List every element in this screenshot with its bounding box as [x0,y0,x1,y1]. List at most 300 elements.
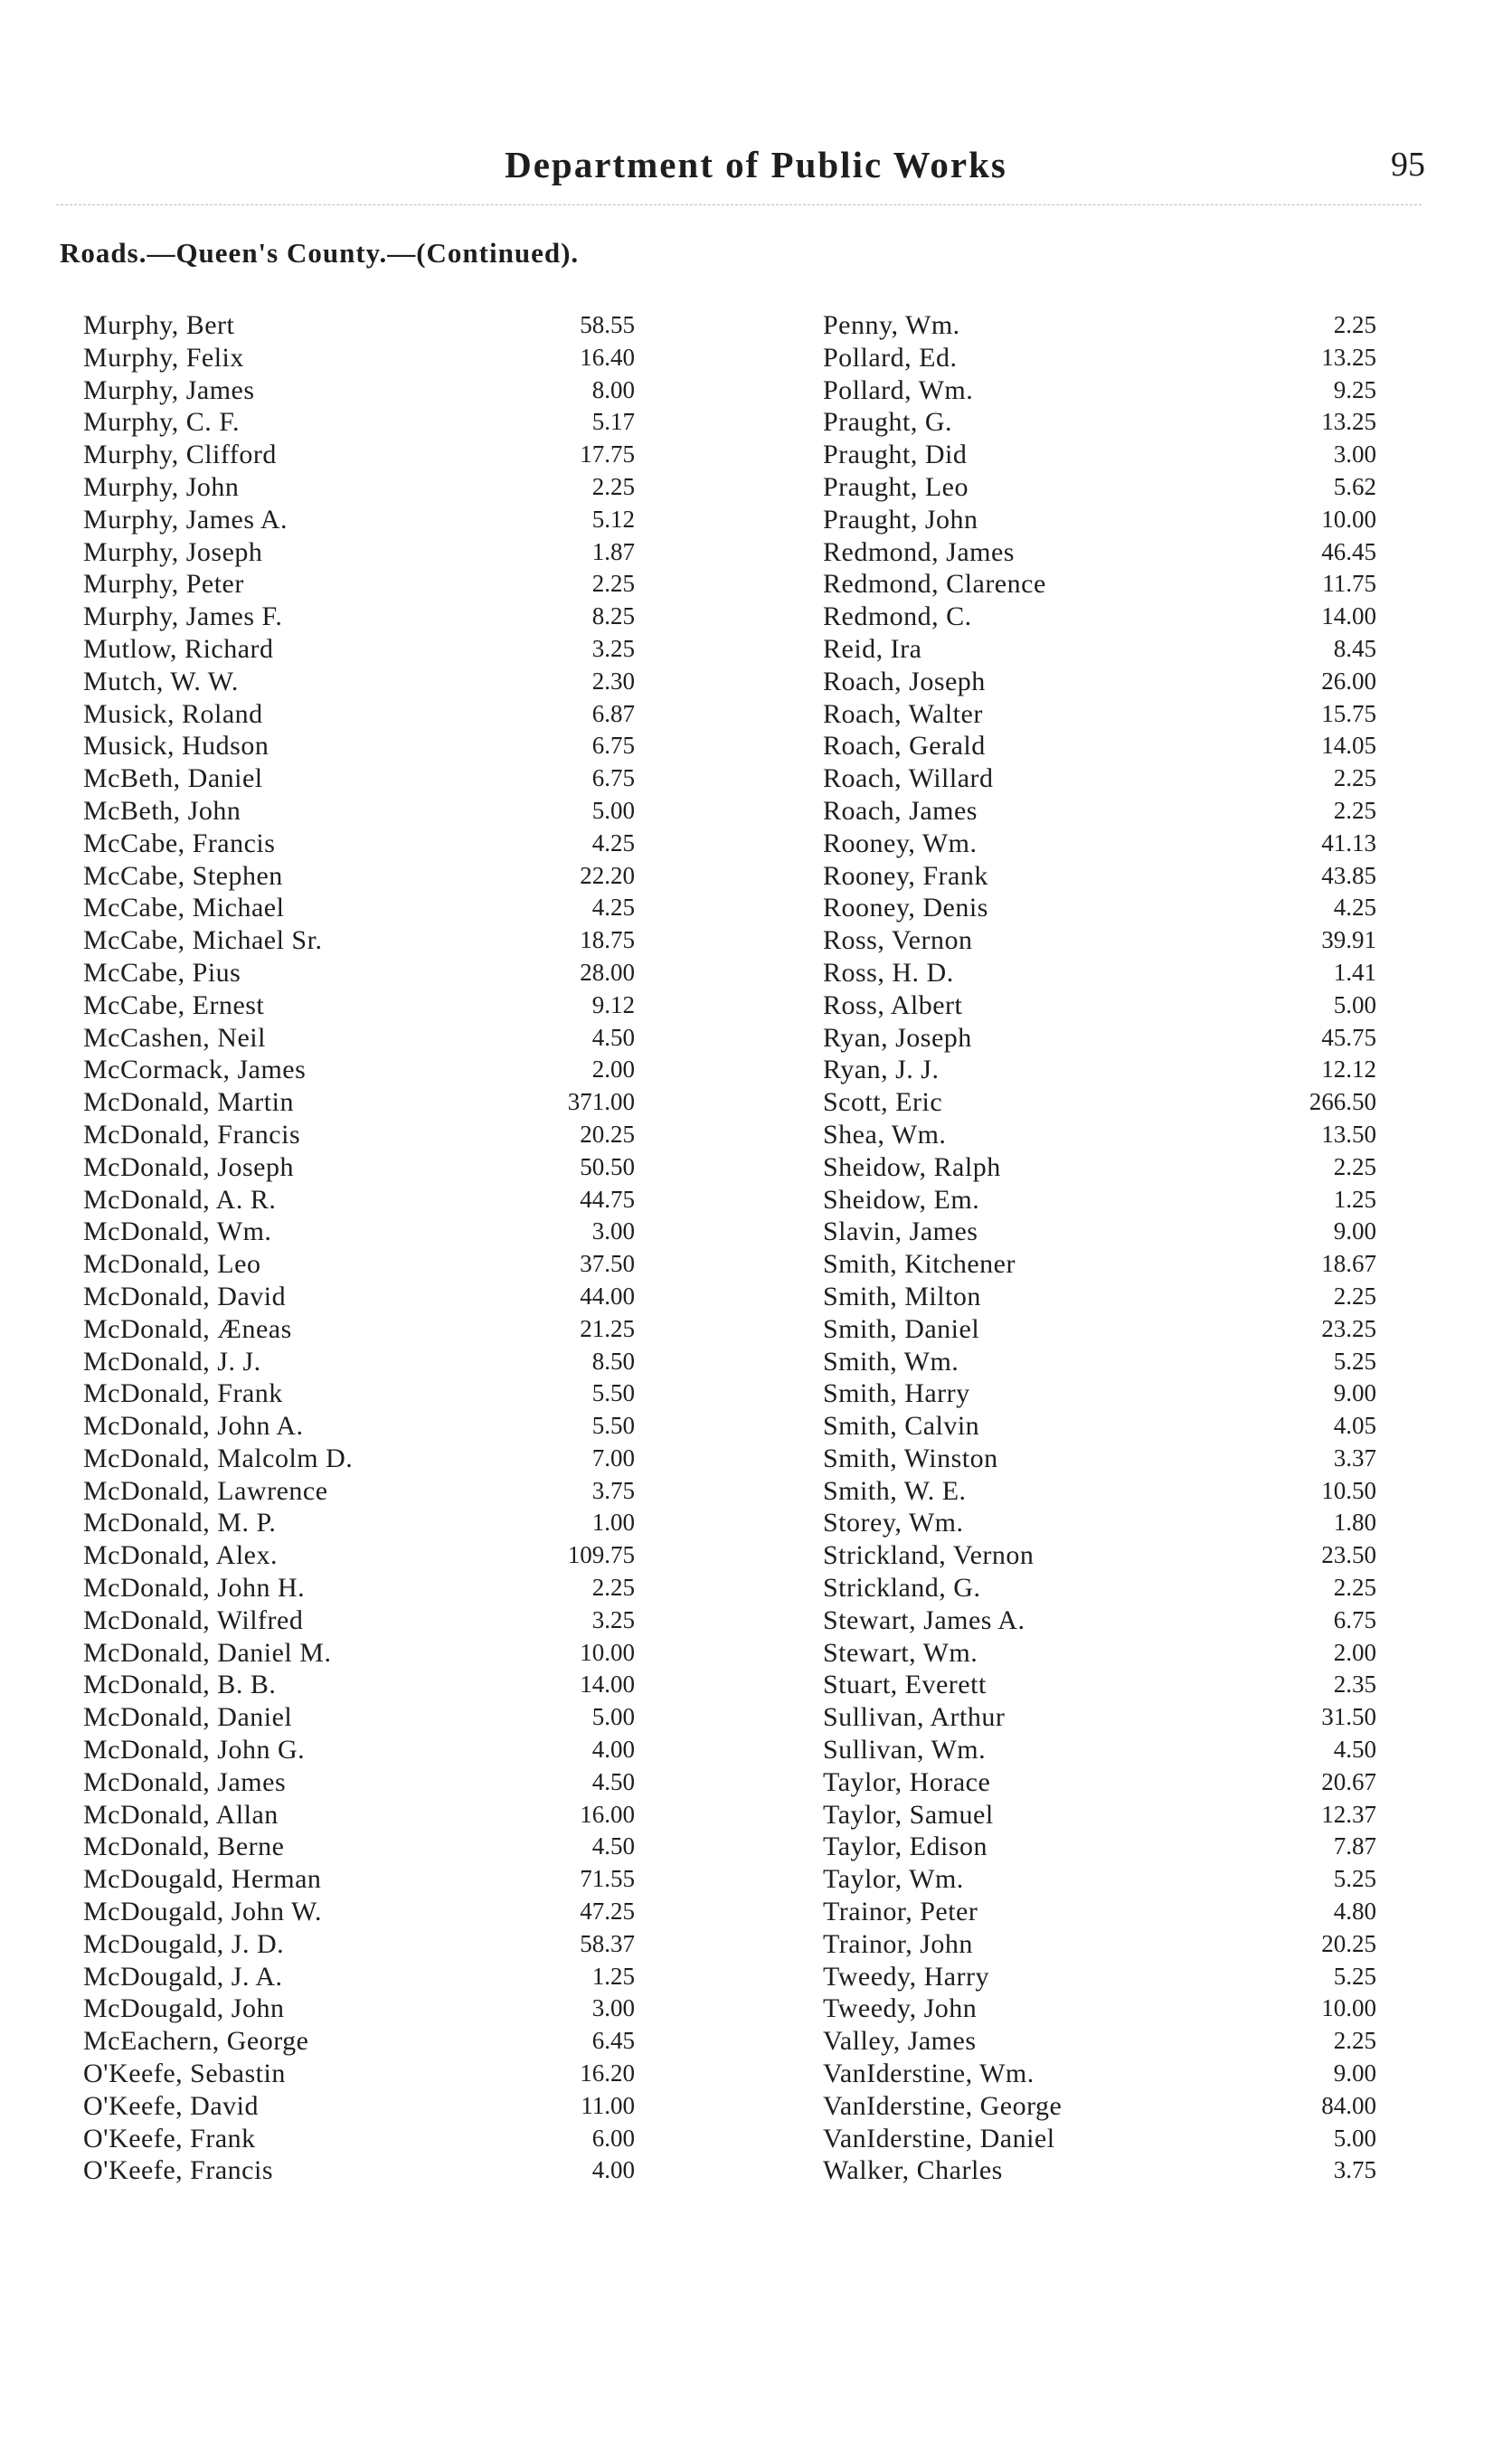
payee-name: Smith, Wm. [823,1346,959,1377]
payment-amount: 1.41 [1333,958,1376,986]
payment-amount: 5.25 [1333,1962,1376,1990]
payee-name: Murphy, Felix [83,342,244,373]
list-item [823,1799,1376,1832]
payment-amount: 266.50 [1309,1088,1376,1116]
payee-name: McCabe, Ernest [83,989,265,1020]
payee-name: McDonald, Daniel M. [83,1637,332,1668]
payment-amount: 371.00 [567,1088,635,1116]
list-item [83,1377,635,1410]
payment-amount: 2.00 [1333,1638,1376,1666]
payee-name: Ross, H. D. [823,957,954,988]
payee-name: Shea, Wm. [823,1119,947,1150]
payment-amount: 8.50 [591,1347,635,1375]
list-item [823,762,1376,795]
list-item [823,1377,1376,1410]
payment-amount: 2.25 [1333,311,1376,338]
payee-name: Trainor, John [823,1928,973,1959]
payment-amount: 14.05 [1321,732,1376,760]
list-item [823,471,1376,504]
payment-amount: 41.13 [1321,828,1376,857]
payment-amount: 8.45 [1333,634,1376,662]
payee-name: Redmond, C. [823,601,972,632]
payment-amount: 9.00 [1333,2059,1376,2087]
list-item [83,1669,635,1701]
payment-amount: 4.80 [1333,1898,1376,1926]
list-item [83,1637,635,1670]
payment-amount: 109.75 [567,1541,635,1569]
list-item [823,1863,1376,1896]
payment-amount: 17.75 [580,440,635,469]
payee-name: McDonald, Wilfred [83,1604,304,1635]
payee-name: Trainor, Peter [823,1897,978,1927]
list-item [823,1346,1376,1378]
payment-amount: 6.45 [591,2027,635,2055]
payee-name: Sheidow, Em. [823,1184,980,1215]
payee-name: McDonald, John A. [83,1411,304,1442]
payee-name: O'Keefe, Sebastin [83,2059,286,2089]
list-item [83,1346,635,1378]
list-item [823,1766,1376,1799]
list-item [83,1766,635,1799]
payee-name: McDonald, A. R. [83,1184,277,1215]
payee-name: Rooney, Wm. [823,828,978,858]
payee-name: Strickland, G. [823,1573,981,1604]
list-item [83,1863,635,1896]
payment-amount: 4.05 [1333,1412,1376,1440]
list-item [823,2090,1376,2123]
list-item [823,406,1376,439]
payment-amount: 7.87 [1333,1832,1376,1860]
list-item [823,1086,1376,1119]
list-item [83,1119,635,1151]
payee-name: Rooney, Denis [823,893,988,923]
payee-name: McDonald, James [83,1766,287,1797]
payee-name: McDonald, Francis [83,1119,301,1150]
list-item [83,471,635,504]
list-item [83,698,635,731]
list-item [823,633,1376,666]
list-item [823,1669,1376,1701]
payee-name: O'Keefe, David [83,2090,259,2121]
payee-name: McDonald, Joseph [83,1151,294,1182]
list-item [823,2154,1376,2187]
list-item [83,601,635,633]
list-item [83,1701,635,1734]
payment-amount: 5.25 [1333,1347,1376,1375]
payee-name: Pollard, Ed. [823,342,958,373]
payment-amount: 5.62 [1333,472,1376,500]
page-title: Department of Public Works [505,144,1007,185]
list-item [83,892,635,924]
payment-amount: 2.25 [1333,796,1376,824]
payment-amount: 23.50 [1321,1541,1376,1569]
list-item [823,1637,1376,1670]
list-item [83,1216,635,1248]
payment-amount: 18.67 [1321,1250,1376,1278]
payment-amount: 20.67 [1321,1767,1376,1795]
list-item [83,860,635,893]
payment-amount: 9.12 [591,990,635,1018]
payment-amount: 4.00 [591,2156,635,2184]
payment-amount: 3.00 [591,1994,635,2022]
list-item [83,2025,635,2058]
payee-name: VanIderstine, Wm. [823,2059,1035,2089]
payee-name: Pollard, Wm. [823,374,974,405]
list-item [83,1086,635,1119]
payment-amount: 13.25 [1321,408,1376,436]
payment-amount: 22.20 [580,861,635,889]
payee-name: McDougald, John W. [83,1897,322,1927]
list-item [83,633,635,666]
payee-name: McCashen, Neil [83,1022,266,1053]
list-item [823,2058,1376,2090]
list-item [83,1281,635,1313]
list-item [83,2123,635,2155]
list-item [83,666,635,698]
list-item [83,374,635,407]
payee-name: McDonald, M. P. [83,1508,277,1538]
payment-amount: 5.25 [1333,1865,1376,1893]
payee-name: McDougald, J. D. [83,1928,285,1959]
payee-name: McDonald, John G. [83,1735,306,1765]
payee-name: Murphy, Bert [83,310,235,340]
payment-amount: 13.25 [1321,343,1376,371]
list-item [823,1281,1376,1313]
list-item [823,1701,1376,1734]
payment-amount: 71.55 [580,1865,635,1893]
list-item [823,1216,1376,1248]
payee-name: Penny, Wm. [823,310,960,340]
payee-name: Murphy, C. F. [83,407,241,438]
list-item [83,828,635,860]
payment-amount: 16.20 [580,2059,635,2087]
payment-amount: 20.25 [580,1120,635,1148]
payment-amount: 15.75 [1321,699,1376,727]
list-item [83,989,635,1022]
payee-name: Murphy, John [83,471,240,502]
payee-name: McCabe, Michael [83,893,285,923]
payee-name: Murphy, Peter [83,569,244,600]
list-item [83,1054,635,1086]
list-item [823,1054,1376,1086]
list-item [823,730,1376,762]
list-item [823,374,1376,407]
list-item [823,666,1376,698]
payee-name: Slavin, James [823,1216,978,1247]
list-item [823,1539,1376,1572]
payment-amount: 58.55 [580,311,635,338]
list-item [83,1410,635,1443]
payment-amount: 5.00 [1333,990,1376,1018]
list-item [823,1313,1376,1346]
payee-name: Mutlow, Richard [83,633,274,664]
payment-amount: 9.00 [1333,1379,1376,1407]
payment-amount: 5.00 [591,1703,635,1731]
list-item [823,1961,1376,1993]
payee-name: Walker, Charles [823,2155,1003,2186]
payment-amount: 46.45 [1321,537,1376,565]
payee-name: Rooney, Frank [823,860,988,891]
list-item [823,1443,1376,1475]
payee-name: Mutch, W. W. [83,666,239,696]
payee-name: Smith, Winston [823,1443,998,1473]
payee-name: McDonald, Malcolm D. [83,1443,354,1473]
payment-amount: 2.25 [1333,764,1376,792]
payment-amount: 9.00 [1333,1217,1376,1245]
list-item [823,1119,1376,1151]
payment-amount: 47.25 [580,1898,635,1926]
list-item [823,1831,1376,1863]
payee-name: Smith, Kitchener [823,1249,1016,1280]
payment-amount: 45.75 [1321,1023,1376,1051]
payee-name: Ross, Vernon [823,925,973,956]
list-item [823,1734,1376,1766]
list-item [83,1248,635,1281]
payment-amount: 2.25 [591,570,635,598]
payment-amount: 4.50 [591,1767,635,1795]
list-item [823,1022,1376,1055]
payee-name: McCabe, Michael Sr. [83,925,323,956]
payee-name: Tweedy, John [823,1993,978,2024]
list-item [83,795,635,828]
payment-amount: 11.00 [581,2091,635,2119]
page-header [0,143,1512,197]
list-item [83,2058,635,2090]
payment-amount: 2.25 [1333,1152,1376,1180]
payee-name: Praught, Leo [823,471,969,502]
list-item [823,1604,1376,1637]
payee-name: McDonald, B. B. [83,1670,277,1700]
payee-name: Roach, Joseph [823,666,986,696]
payee-name: Taylor, Wm. [823,1864,964,1895]
payee-name: McDonald, John H. [83,1573,306,1604]
payee-name: McBeth, John [83,795,241,826]
payment-amount: 3.00 [1333,440,1376,469]
payee-name: McDonald, Alex. [83,1540,278,1571]
payment-amount: 3.75 [591,1476,635,1504]
list-item [83,504,635,536]
payment-amount: 16.40 [580,343,635,371]
payment-amount: 4.50 [1333,1736,1376,1764]
payment-amount: 20.25 [1321,1929,1376,1957]
payment-amount: 8.00 [591,375,635,403]
payee-name: Tweedy, Harry [823,1961,990,1992]
list-item [83,1604,635,1637]
payment-amount: 37.50 [580,1250,635,1278]
payment-amount: 14.00 [1321,602,1376,630]
list-item [83,1184,635,1216]
list-item [83,1961,635,1993]
list-item [823,1896,1376,1928]
page-number: 95 [1391,146,1425,184]
payment-amount: 2.25 [591,472,635,500]
payment-amount: 1.00 [591,1509,635,1537]
payee-name: Taylor, Edison [823,1832,988,1862]
list-item [83,2090,635,2123]
payment-amount: 50.50 [580,1152,635,1180]
payment-amount: 4.50 [591,1023,635,1051]
section-heading: Roads.—Queen's County.—(Continued). [60,237,580,269]
payee-name: McDonald, Leo [83,1249,261,1280]
payee-name: Stewart, James A. [823,1604,1025,1635]
payment-amount: 3.75 [1333,2156,1376,2184]
list-item [83,1151,635,1184]
payee-name: Praught, G. [823,407,952,438]
payee-name: McCormack, James [83,1055,307,1085]
payment-amount: 4.25 [591,894,635,922]
payment-amount: 12.37 [1321,1800,1376,1828]
payment-amount: 4.25 [591,828,635,857]
payment-amount: 14.00 [580,1671,635,1699]
list-item [823,892,1376,924]
payee-name: Roach, James [823,795,978,826]
payment-amount: 26.00 [1321,667,1376,695]
payment-amount: 6.75 [591,732,635,760]
payment-amount: 43.85 [1321,861,1376,889]
payment-amount: 4.50 [591,1832,635,1860]
list-item [83,1507,635,1539]
payment-amount: 3.37 [1333,1443,1376,1472]
list-item [823,860,1376,893]
payment-amount: 7.00 [591,1443,635,1472]
list-item [823,828,1376,860]
left-column [83,309,635,2187]
list-item [83,1896,635,1928]
payee-name: Roach, Walter [823,698,983,729]
list-item [823,1507,1376,1539]
payee-name: McDonald, Æneas [83,1313,292,1344]
payee-name: McDonald, Wm. [83,1216,272,1247]
list-item [83,568,635,601]
payment-amount: 5.17 [591,408,635,436]
payee-name: Smith, W. E. [823,1475,967,1506]
list-item [823,1184,1376,1216]
payment-amount: 44.75 [580,1185,635,1213]
list-item [823,536,1376,569]
list-item [823,439,1376,471]
payee-name: Smith, Calvin [823,1411,980,1442]
list-item [823,924,1376,957]
payee-name: Ryan, Joseph [823,1022,972,1053]
payment-amount: 5.00 [1333,2124,1376,2152]
payee-name: Murphy, James F. [83,601,283,632]
payee-name: Murphy, Joseph [83,536,263,567]
payee-name: McCabe, Pius [83,957,241,988]
payment-amount: 10.50 [1321,1476,1376,1504]
list-item [83,406,635,439]
list-item [823,989,1376,1022]
payee-name: Taylor, Samuel [823,1799,994,1830]
payee-name: Praught, John [823,504,978,535]
list-item [823,1572,1376,1604]
payee-name: McEachern, George [83,2026,309,2057]
list-item [83,1313,635,1346]
list-item [83,730,635,762]
list-item [823,601,1376,633]
list-item [83,1022,635,1055]
payment-amount: 11.75 [1322,570,1376,598]
payment-amount: 6.75 [591,764,635,792]
payment-amount: 44.00 [580,1282,635,1310]
right-column [823,309,1376,2187]
list-item [823,568,1376,601]
payee-name: Smith, Daniel [823,1313,980,1344]
payment-amount: 6.87 [591,699,635,727]
payment-amount: 16.00 [580,1800,635,1828]
payee-name: McBeth, Daniel [83,763,263,794]
payee-name: Valley, James [823,2026,977,2057]
payment-amount: 3.25 [591,634,635,662]
payment-amount: 2.35 [1333,1671,1376,1699]
payment-amount: 31.50 [1321,1703,1376,1731]
list-item [83,762,635,795]
payee-name: Murphy, James A. [83,504,288,535]
list-item [83,1443,635,1475]
payee-name: Stewart, Wm. [823,1637,978,1668]
payee-name: McDonald, J. J. [83,1346,261,1377]
list-item [823,309,1376,342]
payee-name: O'Keefe, Francis [83,2155,273,2186]
payment-amount: 84.00 [1321,2091,1376,2119]
list-item [83,1475,635,1508]
payment-amount: 1.87 [591,537,635,565]
list-item [823,2025,1376,2058]
list-item [83,439,635,471]
header-rule [56,204,1422,205]
list-item [83,2154,635,2187]
payee-name: Sullivan, Wm. [823,1735,987,1765]
list-item [83,1734,635,1766]
list-item [823,957,1376,989]
list-item [83,1831,635,1863]
payee-name: McDonald, Daniel [83,1702,293,1733]
list-item [83,309,635,342]
payment-amount: 6.00 [591,2124,635,2152]
payee-name: Roach, Willard [823,763,994,794]
list-item [823,795,1376,828]
payee-name: McDougald, J. A. [83,1961,283,1992]
list-item [823,1928,1376,1961]
list-item [823,504,1376,536]
list-item [823,1248,1376,1281]
payee-name: McDougald, John [83,1993,285,2024]
payment-amount: 5.50 [591,1379,635,1407]
payee-name: Strickland, Vernon [823,1540,1035,1571]
payment-amount: 13.50 [1321,1120,1376,1148]
list-item [823,1151,1376,1184]
list-item [83,1928,635,1961]
payment-amount: 2.25 [1333,1282,1376,1310]
payment-amount: 3.00 [591,1217,635,1245]
payment-amount: 1.25 [1333,1185,1376,1213]
payment-amount: 5.00 [591,796,635,824]
payee-name: McDonald, Lawrence [83,1475,328,1506]
payment-amount: 3.25 [591,1605,635,1633]
payee-name: Murphy, James [83,374,255,405]
list-item [823,342,1376,374]
payee-name: Sheidow, Ralph [823,1151,1001,1182]
list-item [83,536,635,569]
list-item [83,1992,635,2025]
payee-name: Storey, Wm. [823,1508,964,1538]
payment-amount: 5.12 [591,505,635,533]
list-item [823,2123,1376,2155]
payee-name: Sullivan, Arthur [823,1702,1006,1733]
payee-name: Murphy, Clifford [83,440,277,470]
payee-name: McDonald, David [83,1281,287,1311]
payment-amount: 4.00 [591,1736,635,1764]
payee-name: McCabe, Francis [83,828,276,858]
